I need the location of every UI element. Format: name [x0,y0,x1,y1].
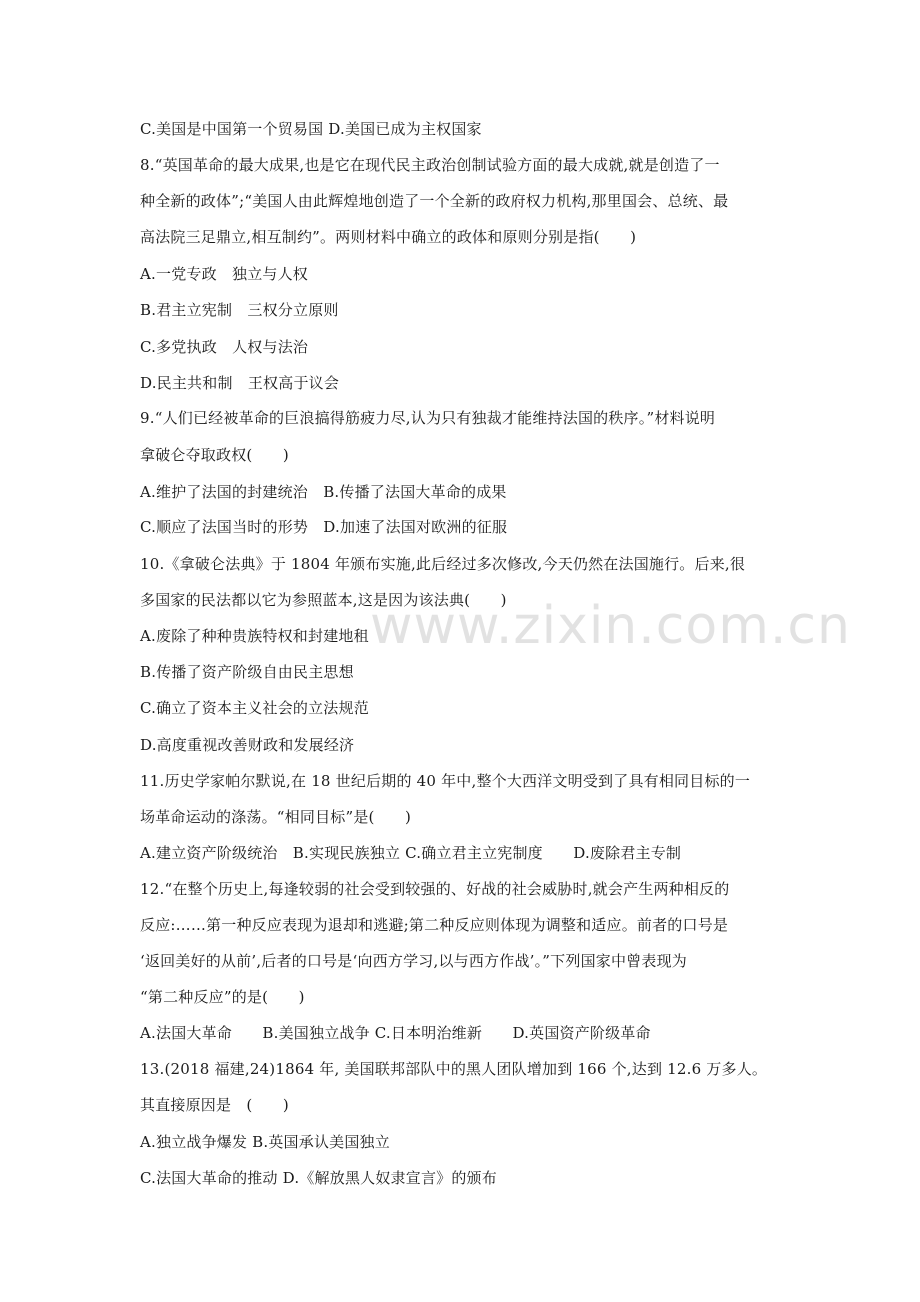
q13-option-cd: C.法国大革命的推动 D.《解放黑人奴隶宣言》的颁布 [140,1169,497,1187]
q10-option-d: D.高度重视改善财政和发展经济 [140,736,355,754]
q8-option-d: D.民主共和制 王权高于议会 [140,374,340,392]
q12-stem-line-3: ‘返回美好的从前’,后者的口号是‘向西方学习,以与西方作战’。”下列国家中曾表现为 [140,952,687,970]
q10-stem-line-1: 10.《拿破仑法典》于 1804 年颁布实施,此后经过多次修改,今天仍然在法国施行。后来,很 [140,555,746,573]
q8-stem-line-3: 高法院三足鼎立,相互制约”。两则材料中确立的政体和原则分别是指( ) [140,228,637,246]
q8-option-c: C.多党执政 人权与法治 [140,338,309,356]
q12-stem-line-2: 反应:……第一种反应表现为退却和逃避;第二种反应则体现为调整和适应。前者的口号是 [140,916,729,934]
q13-stem-line-2: 其直接原因是 ( ) [140,1096,289,1114]
q11-stem-line-1: 11.历史学家帕尔默说,在 18 世纪后期的 40 年中,整个大西洋文明受到了具有相同目标的一 [140,772,751,790]
q12-stem-line-1: 12.“在整个历史上,每逢较弱的社会受到较强的、好战的社会威胁时,就会产生两种相反的 [140,880,730,898]
q12-options: A.法国大革命 B.美国独立战争 C.日本明治维新 D.英国资产阶级革命 [140,1024,651,1042]
q9-option-ab: A.维护了法国的封建统治 B.传播了法国大革命的成果 [140,483,507,501]
q10-option-c: C.确立了资本主义社会的立法规范 [140,699,369,717]
q9-option-cd: C.顺应了法国当时的形势 D.加速了法国对欧洲的征服 [140,518,508,536]
q10-option-b: B.传播了资产阶级自由民主思想 [140,663,354,681]
q10-option-a: A.废除了种种贵族特权和封建地租 [140,627,369,645]
q9-stem-line-2: 拿破仑夺取政权( ) [140,446,289,464]
q8-stem-line-2: 种全新的政体”;“美国人由此辉煌地创造了一个全新的政府权力机构,那里国会、总统、最 [140,192,729,210]
q8-stem-line-1: 8.“英国革命的最大成果,也是它在现代民主政治创制试验方面的最大成就,就是创造了一 [140,156,720,174]
q13-stem-line-1: 13.(2018 福建,24)1864 年, 美国联邦部队中的黑人团队增加到 166 个,达到 12.6 万多人。 [140,1060,768,1078]
q12-stem-line-4: “第二种反应”的是( ) [140,988,305,1006]
q7-option-cd: C.美国是中国第一个贸易国 D.美国已成为主权国家 [140,120,482,138]
q11-stem-line-2: 场革命运动的涤荡。“相同目标”是( ) [140,808,412,826]
q8-option-a: A.一党专政 独立与人权 [140,265,309,283]
q11-options: A.建立资产阶级统治 B.实现民族独立 C.确立君主立宪制度 D.废除君主专制 [140,844,682,862]
q8-option-b: B.君主立宪制 三权分立原则 [140,301,339,319]
watermark: www.zixin.com.cn [370,596,851,656]
q10-stem-line-2: 多国家的民法都以它为参照蓝本,这是因为该法典( ) [140,591,507,609]
q13-option-ab: A.独立战争爆发 B.英国承认美国独立 [140,1133,390,1151]
q9-stem-line-1: 9.“人们已经被革命的巨浪搞得筋疲力尽,认为只有独裁才能维持法国的秩序。”材料说明 [140,409,716,427]
